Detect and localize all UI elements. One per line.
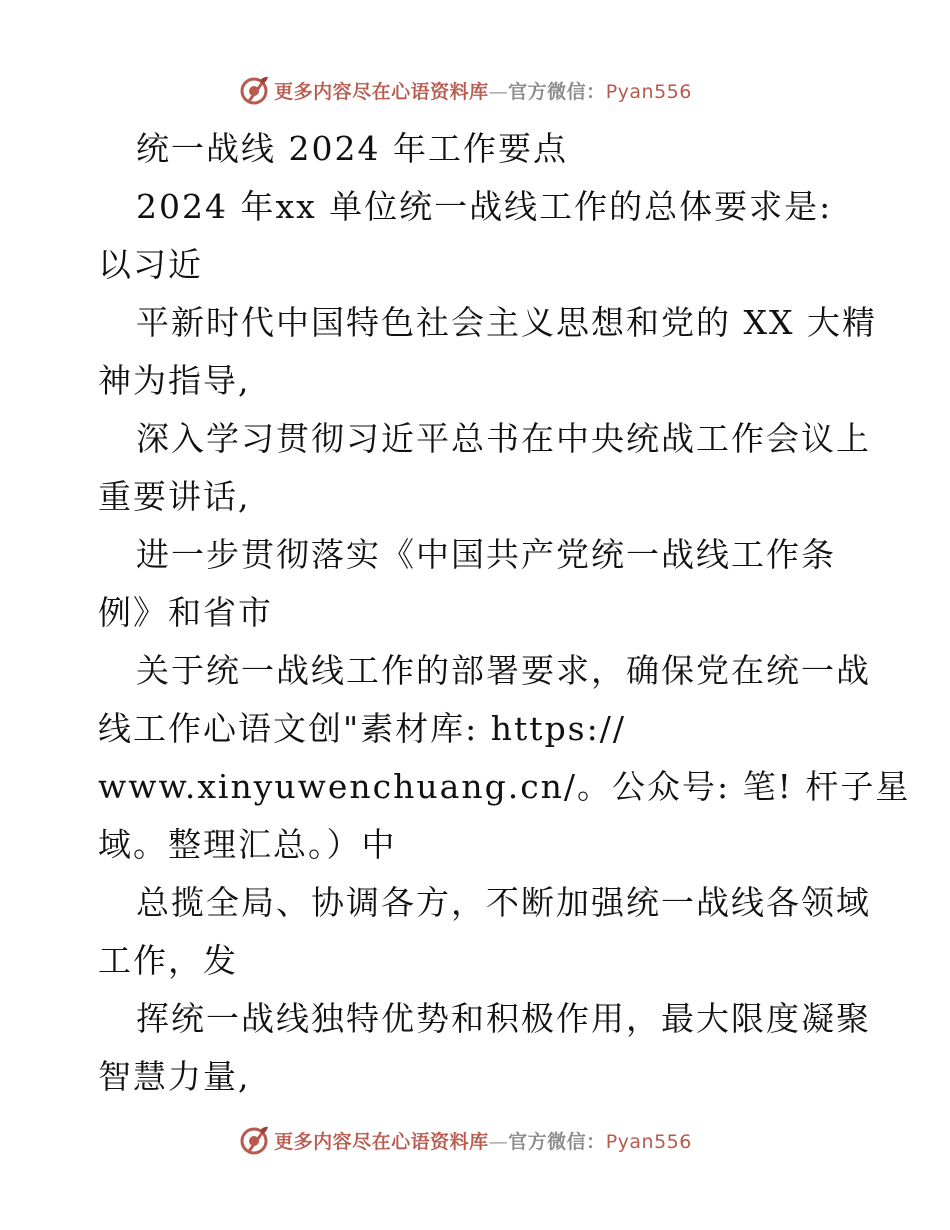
header-banner-content — [238, 74, 692, 106]
document-line: 总揽全局、协调各方，不断加强统一战线各领域 — [136, 883, 871, 922]
quill-pen-logo-icon — [238, 74, 270, 106]
document-line: 线工作心语文创"素材库: https:// — [98, 709, 626, 748]
document-line: 重要讲话, — [98, 477, 251, 516]
header-banner — [0, 70, 950, 110]
document-line: 域。整理汇总。）中 — [98, 825, 397, 864]
quill-pen-logo-icon — [238, 1124, 270, 1156]
document-line: 挥统一战线独特优势和积极作用，最大限度凝聚 — [136, 999, 871, 1038]
banner-text — [274, 1127, 692, 1154]
banner-dash: — — [488, 1130, 509, 1153]
document-line: 以习近 — [98, 245, 203, 284]
document-line: www.xinyuwenchuang.cn/。公众号: 笔! 杆子星 — [98, 767, 911, 806]
banner-wechat-label: 官方微信： — [508, 1130, 606, 1153]
document-line: 进一步贯彻落实《中国共产党统一战线工作条 — [136, 535, 836, 574]
document-line: 工作，发 — [98, 941, 238, 980]
footer-banner-content — [238, 1124, 692, 1156]
document-line: 2024 年xx 单位统一战线工作的总体要求是: — [136, 187, 833, 226]
banner-main-text: 更多内容尽在心语资料库 — [274, 80, 489, 103]
document-line: 智慧力量, — [98, 1057, 251, 1096]
document-line: 神为指导, — [98, 361, 251, 400]
footer-banner — [0, 1120, 950, 1160]
banner-wechat-label: 官方微信： — [508, 80, 606, 103]
document-line: 统一战线 2024 年工作要点 — [136, 129, 568, 168]
document-line: 深入学习贯彻习近平总书在中央统战工作会议上 — [136, 419, 871, 458]
banner-main-text: 更多内容尽在心语资料库 — [274, 1130, 489, 1153]
banner-wechat-id: Pyan556 — [605, 1130, 692, 1153]
document-line: 关于统一战线工作的部署要求，确保党在统一战 — [136, 651, 871, 690]
document-line: 例》和省市 — [98, 593, 273, 632]
banner-wechat-id: Pyan556 — [605, 80, 692, 103]
document-body — [98, 120, 911, 1106]
banner-text — [274, 77, 692, 104]
banner-dash: — — [488, 80, 509, 103]
document-line: 平新时代中国特色社会主义思想和党的 XX 大精 — [136, 303, 877, 342]
